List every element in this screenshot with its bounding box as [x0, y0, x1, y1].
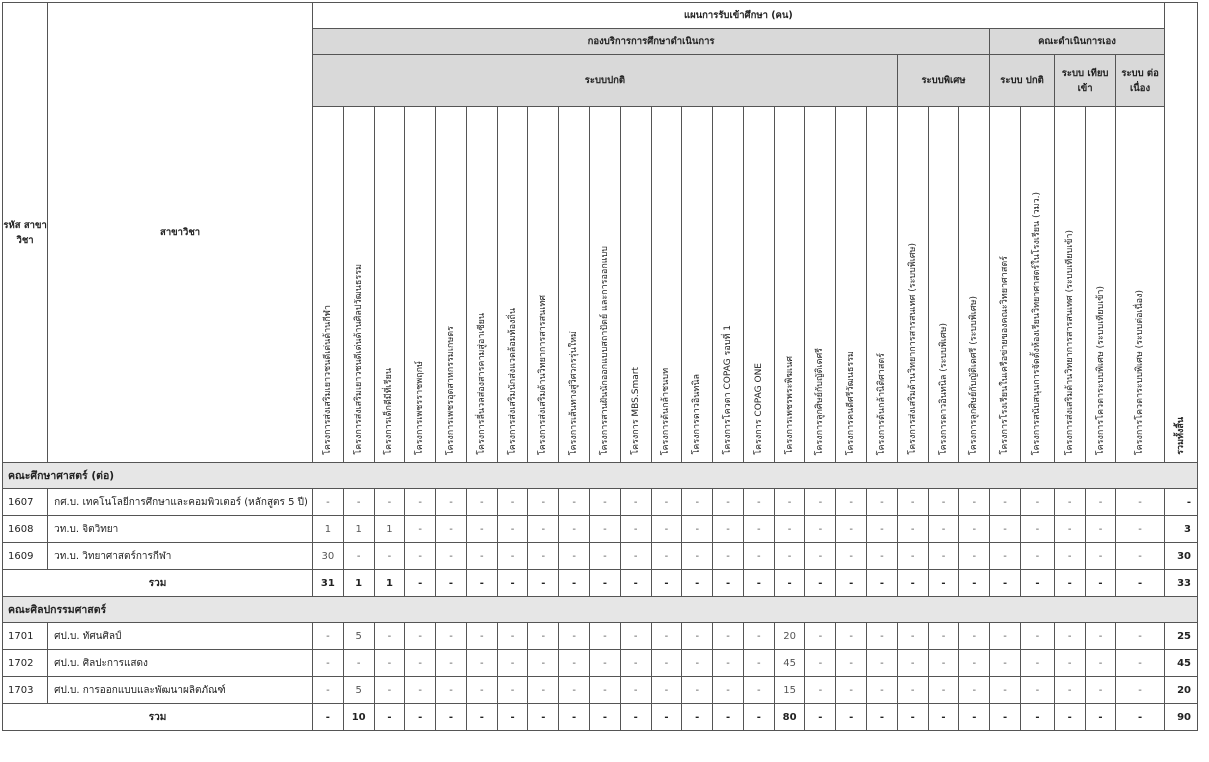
quota-cell: -: [1020, 543, 1054, 570]
major-code: 1607: [3, 489, 48, 516]
quota-cell: -: [405, 543, 436, 570]
quota-cell: -: [559, 516, 590, 543]
quota-cell: -: [1116, 489, 1164, 516]
quota-cell: -: [312, 677, 343, 704]
quota-cell: 1: [343, 516, 374, 543]
sum-cell: -: [374, 704, 405, 731]
quota-cell: -: [990, 650, 1021, 677]
table-row: [3, 489, 1198, 516]
quota-cell: -: [528, 650, 559, 677]
quota-cell: -: [651, 650, 682, 677]
section-title: คณะศึกษาศาสตร์ (ต่อ): [3, 463, 1198, 489]
project-header: โครงการส่งเสริมเยาวชนดีเด่นด้านศิลปวัฒนธรรม: [343, 107, 374, 463]
quota-cell: -: [590, 543, 621, 570]
project-header: โครงการส่งเสริมนักส่งแวดล้อมท้องถิ่น: [497, 107, 528, 463]
quota-cell: -: [959, 677, 990, 704]
quota-cell: -: [559, 623, 590, 650]
quota-cell: -: [620, 677, 651, 704]
sum-cell: -: [1116, 570, 1164, 597]
quota-cell: -: [1020, 650, 1054, 677]
quota-cell: -: [1085, 677, 1116, 704]
sum-cell: -: [1116, 704, 1164, 731]
quota-cell: -: [897, 516, 928, 543]
quota-cell: -: [466, 543, 497, 570]
quota-cell: -: [343, 543, 374, 570]
project-header: โครงการดาวอินทนิล: [682, 107, 713, 463]
sum-cell: -: [436, 570, 467, 597]
quota-cell: -: [497, 489, 528, 516]
project-header: โครงการเพชรราชพฤกษ์: [405, 107, 436, 463]
project-header: โครงการลูกศิษย์กับญัติเดศรี (ระบบพิเศษ): [959, 107, 990, 463]
quota-cell: -: [743, 516, 774, 543]
quota-cell: -: [497, 623, 528, 650]
quota-cell: -: [959, 543, 990, 570]
quota-cell: -: [405, 489, 436, 516]
project-header: โครงการส่งเสริมด้านวิทยาการสารสนเทศ (ระบบเทียบเข้า): [1054, 107, 1085, 463]
quota-cell: -: [374, 623, 405, 650]
quota-cell: -: [867, 543, 898, 570]
quota-cell: -: [651, 677, 682, 704]
major-name: วท.บ. จิตวิทยา: [48, 516, 313, 543]
quota-cell: -: [713, 623, 744, 650]
quota-cell: -: [1020, 677, 1054, 704]
quota-cell: -: [867, 650, 898, 677]
project-header: โครงการเพชรพระพิฆเนศ: [774, 107, 805, 463]
quota-cell: -: [436, 677, 467, 704]
sum-total: 33: [1164, 570, 1197, 597]
quota-cell: -: [651, 623, 682, 650]
sum-cell: -: [990, 570, 1021, 597]
quota-cell: 1: [374, 516, 405, 543]
quota-cell: 15: [774, 677, 805, 704]
quota-cell: -: [682, 677, 713, 704]
quota-cell: -: [990, 489, 1021, 516]
quota-cell: -: [897, 543, 928, 570]
table-row: [3, 677, 1198, 704]
sum-cell: -: [867, 704, 898, 731]
quota-cell: -: [836, 543, 867, 570]
quota-cell: -: [805, 516, 836, 543]
sum-cell: 1: [343, 570, 374, 597]
faculty-continue-header: ระบบ ต่อเนื่อง: [1116, 55, 1164, 107]
code-header: รหัส สาขา วิชา: [3, 3, 48, 463]
quota-cell: -: [405, 516, 436, 543]
group-faculty-header: คณะดำเนินการเอง: [990, 29, 1165, 55]
sum-cell: 31: [312, 570, 343, 597]
group-admin-header: กองบริการการศึกษาดำเนินการ: [312, 29, 989, 55]
sum-cell: -: [743, 570, 774, 597]
quota-cell: -: [713, 650, 744, 677]
major-code: 1702: [3, 650, 48, 677]
section-title: คณะศิลปกรรมศาสตร์: [3, 597, 1198, 623]
major-code: 1701: [3, 623, 48, 650]
sum-cell: -: [312, 704, 343, 731]
quota-cell: -: [928, 516, 959, 543]
quota-cell: -: [1085, 543, 1116, 570]
quota-cell: -: [436, 489, 467, 516]
quota-cell: -: [405, 677, 436, 704]
major-name: วท.บ. วิทยาศาสตร์การกีฬา: [48, 543, 313, 570]
quota-cell: -: [897, 650, 928, 677]
faculty-transfer-header: ระบบ เทียบเข้า: [1054, 55, 1116, 107]
project-header: โครงการส่งเสริมด้านวิทยาการสารสนเทศ: [528, 107, 559, 463]
quota-cell: -: [990, 677, 1021, 704]
quota-cell: -: [867, 516, 898, 543]
quota-cell: -: [374, 489, 405, 516]
quota-cell: -: [682, 516, 713, 543]
quota-cell: -: [682, 650, 713, 677]
sum-cell: -: [559, 704, 590, 731]
quota-cell: -: [1054, 543, 1085, 570]
major-name: ศป.บ. ศิลปะการแสดง: [48, 650, 313, 677]
quota-cell: -: [497, 650, 528, 677]
table-row: [3, 650, 1198, 677]
quota-cell: -: [836, 623, 867, 650]
quota-cell: -: [836, 650, 867, 677]
row-total: 3: [1164, 516, 1197, 543]
quota-cell: -: [743, 543, 774, 570]
sum-row: [3, 704, 1198, 731]
project-header: โครงการเด็กดีมีที่เรียน: [374, 107, 405, 463]
project-header: โครงการลูกศิษย์กับญัติเดศรี: [805, 107, 836, 463]
sum-cell: -: [436, 704, 467, 731]
quota-cell: -: [805, 623, 836, 650]
sum-cell: -: [713, 704, 744, 731]
quota-cell: -: [374, 650, 405, 677]
sum-cell: -: [405, 704, 436, 731]
project-header: โครงการ MBS.Smart: [620, 107, 651, 463]
quota-cell: -: [620, 489, 651, 516]
quota-cell: 45: [774, 650, 805, 677]
quota-cell: -: [436, 623, 467, 650]
quota-cell: -: [312, 489, 343, 516]
project-header: โครงการลี่นวลส่องสารคามสู่อาเซียน: [466, 107, 497, 463]
sum-cell: -: [466, 704, 497, 731]
quota-cell: -: [682, 489, 713, 516]
quota-cell: -: [867, 489, 898, 516]
major-name: ศป.บ. ทัศนศิลป์: [48, 623, 313, 650]
sum-cell: -: [805, 570, 836, 597]
sum-cell: -: [497, 704, 528, 731]
quota-cell: -: [651, 543, 682, 570]
sum-cell: -: [620, 704, 651, 731]
quota-cell: -: [836, 516, 867, 543]
major-header: สาขาวิชา: [48, 3, 313, 463]
quota-cell: -: [1116, 650, 1164, 677]
quota-cell: -: [528, 543, 559, 570]
major-code: 1609: [3, 543, 48, 570]
quota-cell: -: [928, 543, 959, 570]
quota-cell: -: [497, 677, 528, 704]
quota-cell: -: [528, 516, 559, 543]
quota-cell: -: [528, 623, 559, 650]
quota-cell: -: [312, 650, 343, 677]
quota-cell: -: [1020, 489, 1054, 516]
quota-cell: -: [805, 650, 836, 677]
quota-cell: -: [1085, 516, 1116, 543]
sum-cell: -: [682, 704, 713, 731]
quota-cell: 5: [343, 623, 374, 650]
project-header: โครงการโควตา COPAG รอบที่ 1: [713, 107, 744, 463]
quota-cell: -: [528, 677, 559, 704]
sum-label: รวม: [3, 570, 313, 597]
sum-cell: -: [651, 570, 682, 597]
major-name: กศ.บ. เทคโนโลยีการศึกษาและคอมพิวเตอร์ (หลักสูตร 5 ปี): [48, 489, 313, 516]
quota-cell: -: [805, 489, 836, 516]
quota-cell: -: [620, 516, 651, 543]
quota-cell: 20: [774, 623, 805, 650]
quota-cell: -: [590, 677, 621, 704]
quota-cell: -: [743, 623, 774, 650]
sum-cell: -: [805, 704, 836, 731]
quota-cell: -: [620, 543, 651, 570]
quota-cell: -: [559, 543, 590, 570]
quota-cell: -: [805, 543, 836, 570]
quota-cell: -: [774, 489, 805, 516]
row-total: 25: [1164, 623, 1197, 650]
quota-cell: 5: [343, 677, 374, 704]
quota-cell: -: [867, 677, 898, 704]
sum-cell: -: [1020, 570, 1054, 597]
table-row: [3, 516, 1198, 543]
sum-cell: 1: [374, 570, 405, 597]
quota-cell: -: [1020, 516, 1054, 543]
quota-cell: -: [990, 516, 1021, 543]
grand-total-header: รวมทั้งสิ้น: [1164, 3, 1197, 463]
row-total: -: [1164, 489, 1197, 516]
quota-cell: -: [836, 677, 867, 704]
quota-cell: -: [743, 650, 774, 677]
quota-cell: -: [959, 489, 990, 516]
quota-cell: -: [959, 516, 990, 543]
sum-cell: -: [928, 570, 959, 597]
quota-cell: -: [867, 623, 898, 650]
quota-cell: -: [1054, 623, 1085, 650]
sum-cell: -: [1085, 570, 1116, 597]
sum-cell: -: [405, 570, 436, 597]
quota-cell: -: [928, 489, 959, 516]
quota-cell: -: [651, 489, 682, 516]
project-header: โครงการดาวอินทนิล (ระบบพิเศษ): [928, 107, 959, 463]
sum-cell: -: [590, 570, 621, 597]
project-header: โครงการสานฝันนักออกแบบสถาปัตย์ และการออกแบบ: [590, 107, 621, 463]
project-header: โครงการส่งเสริมด้านวิทยาการสารสนเทศ (ระบบพิเศษ): [897, 107, 928, 463]
quota-cell: -: [312, 623, 343, 650]
project-header: โครงการส่งเสริมเยาวชนดีเด่นด้านกีฬา: [312, 107, 343, 463]
quota-cell: -: [959, 650, 990, 677]
quota-cell: -: [436, 516, 467, 543]
sum-cell: -: [897, 570, 928, 597]
sum-cell: -: [1020, 704, 1054, 731]
quota-cell: -: [1085, 623, 1116, 650]
quota-cell: -: [1020, 623, 1054, 650]
sum-cell: -: [620, 570, 651, 597]
quota-cell: -: [990, 543, 1021, 570]
quota-cell: -: [436, 650, 467, 677]
project-header: โครงการเส้นทางสู่วิศวกรรุ่นใหม่: [559, 107, 590, 463]
quota-cell: -: [1116, 516, 1164, 543]
admission-plan-table: [2, 2, 1198, 731]
sum-cell: 80: [774, 704, 805, 731]
quota-cell: -: [436, 543, 467, 570]
row-total: 20: [1164, 677, 1197, 704]
sum-cell: -: [466, 570, 497, 597]
sum-cell: -: [743, 704, 774, 731]
quota-cell: -: [1116, 623, 1164, 650]
sum-cell: -: [528, 704, 559, 731]
quota-cell: -: [590, 623, 621, 650]
sum-cell: -: [959, 704, 990, 731]
sum-label: รวม: [3, 704, 313, 731]
quota-cell: -: [1085, 489, 1116, 516]
quota-cell: -: [405, 623, 436, 650]
quota-cell: -: [651, 516, 682, 543]
section-header-row: [3, 463, 1198, 489]
sum-cell: -: [867, 570, 898, 597]
sum-cell: -: [1054, 570, 1085, 597]
quota-cell: -: [528, 489, 559, 516]
project-header: โครงการโควตาระบบพิเศษ (ระบบต่อเนื่อง): [1116, 107, 1164, 463]
quota-cell: -: [928, 623, 959, 650]
row-total: 30: [1164, 543, 1197, 570]
major-code: 1703: [3, 677, 48, 704]
sum-cell: -: [651, 704, 682, 731]
project-header: โครงการต้นกล้าชนบท: [651, 107, 682, 463]
sum-cell: -: [959, 570, 990, 597]
plan-title: แผนการรับเข้าศึกษา (คน): [312, 3, 1164, 29]
quota-cell: -: [374, 677, 405, 704]
sum-cell: -: [528, 570, 559, 597]
sum-cell: -: [836, 570, 867, 597]
sum-cell: -: [774, 570, 805, 597]
sum-cell: -: [897, 704, 928, 731]
special-system-header: ระบบพิเศษ: [897, 55, 989, 107]
quota-cell: -: [1116, 543, 1164, 570]
row-total: 45: [1164, 650, 1197, 677]
quota-cell: -: [959, 623, 990, 650]
quota-cell: -: [897, 623, 928, 650]
faculty-normal-header: ระบบ ปกติ: [990, 55, 1055, 107]
quota-cell: -: [466, 516, 497, 543]
quota-cell: -: [497, 516, 528, 543]
sum-cell: -: [928, 704, 959, 731]
section-header-row: [3, 597, 1198, 623]
quota-cell: -: [590, 650, 621, 677]
quota-cell: -: [1116, 677, 1164, 704]
quota-cell: -: [897, 489, 928, 516]
quota-cell: -: [559, 650, 590, 677]
quota-cell: -: [713, 543, 744, 570]
quota-cell: -: [713, 489, 744, 516]
quota-cell: -: [743, 677, 774, 704]
sum-cell: -: [497, 570, 528, 597]
sum-cell: -: [990, 704, 1021, 731]
quota-cell: -: [682, 623, 713, 650]
quota-cell: -: [1054, 516, 1085, 543]
quota-cell: 30: [312, 543, 343, 570]
quota-cell: -: [590, 489, 621, 516]
quota-cell: -: [743, 489, 774, 516]
sum-cell: -: [713, 570, 744, 597]
quota-cell: -: [559, 489, 590, 516]
sum-cell: -: [590, 704, 621, 731]
quota-cell: -: [836, 489, 867, 516]
quota-cell: -: [713, 516, 744, 543]
quota-cell: -: [466, 650, 497, 677]
sum-cell: -: [836, 704, 867, 731]
sum-total: 90: [1164, 704, 1197, 731]
quota-cell: -: [466, 677, 497, 704]
major-name: ศป.บ. การออกแบบและพัฒนาผลิตภัณฑ์: [48, 677, 313, 704]
quota-cell: -: [713, 677, 744, 704]
quota-cell: -: [497, 543, 528, 570]
quota-cell: -: [620, 623, 651, 650]
sum-cell: -: [1054, 704, 1085, 731]
quota-cell: -: [1054, 650, 1085, 677]
table-row: [3, 543, 1198, 570]
project-header: โครงการสนับสนุนการจัดตั้งห้องเรียนวิทยาศาสตร์ในโรงเรียน (วมว.): [1020, 107, 1054, 463]
project-header: โครงการโควตาระบบพิเศษ (ระบบเทียบเข้า): [1085, 107, 1116, 463]
quota-cell: -: [374, 543, 405, 570]
quota-cell: -: [682, 543, 713, 570]
major-code: 1608: [3, 516, 48, 543]
quota-cell: -: [343, 650, 374, 677]
quota-cell: 1: [312, 516, 343, 543]
quota-cell: -: [928, 677, 959, 704]
quota-cell: -: [1054, 489, 1085, 516]
sum-cell: -: [1085, 704, 1116, 731]
project-header: โครงการโรงเรียนในเครือข่ายของคณะวิทยาศาสตร์: [990, 107, 1021, 463]
quota-cell: -: [805, 677, 836, 704]
quota-cell: -: [620, 650, 651, 677]
quota-cell: -: [405, 650, 436, 677]
sum-row: [3, 570, 1198, 597]
quota-cell: -: [897, 677, 928, 704]
quota-cell: -: [590, 516, 621, 543]
quota-cell: -: [466, 489, 497, 516]
normal-system-header: ระบบปกติ: [312, 55, 897, 107]
quota-cell: -: [774, 516, 805, 543]
project-header: โครงการ COPAG ONE: [743, 107, 774, 463]
quota-cell: -: [774, 543, 805, 570]
project-header: โครงการต้นกล้านิติศาสตร์: [867, 107, 898, 463]
table-row: [3, 623, 1198, 650]
quota-cell: -: [990, 623, 1021, 650]
quota-cell: -: [559, 677, 590, 704]
sum-cell: 10: [343, 704, 374, 731]
quota-cell: -: [1085, 650, 1116, 677]
quota-cell: -: [928, 650, 959, 677]
project-header: โครงการคนดีศรีวัฒนธรรม: [836, 107, 867, 463]
quota-cell: -: [1054, 677, 1085, 704]
sum-cell: -: [682, 570, 713, 597]
project-header: โครงการเพชรอุตสาหกรรมเกษตร: [436, 107, 467, 463]
sum-cell: -: [559, 570, 590, 597]
quota-cell: -: [466, 623, 497, 650]
quota-cell: -: [343, 489, 374, 516]
